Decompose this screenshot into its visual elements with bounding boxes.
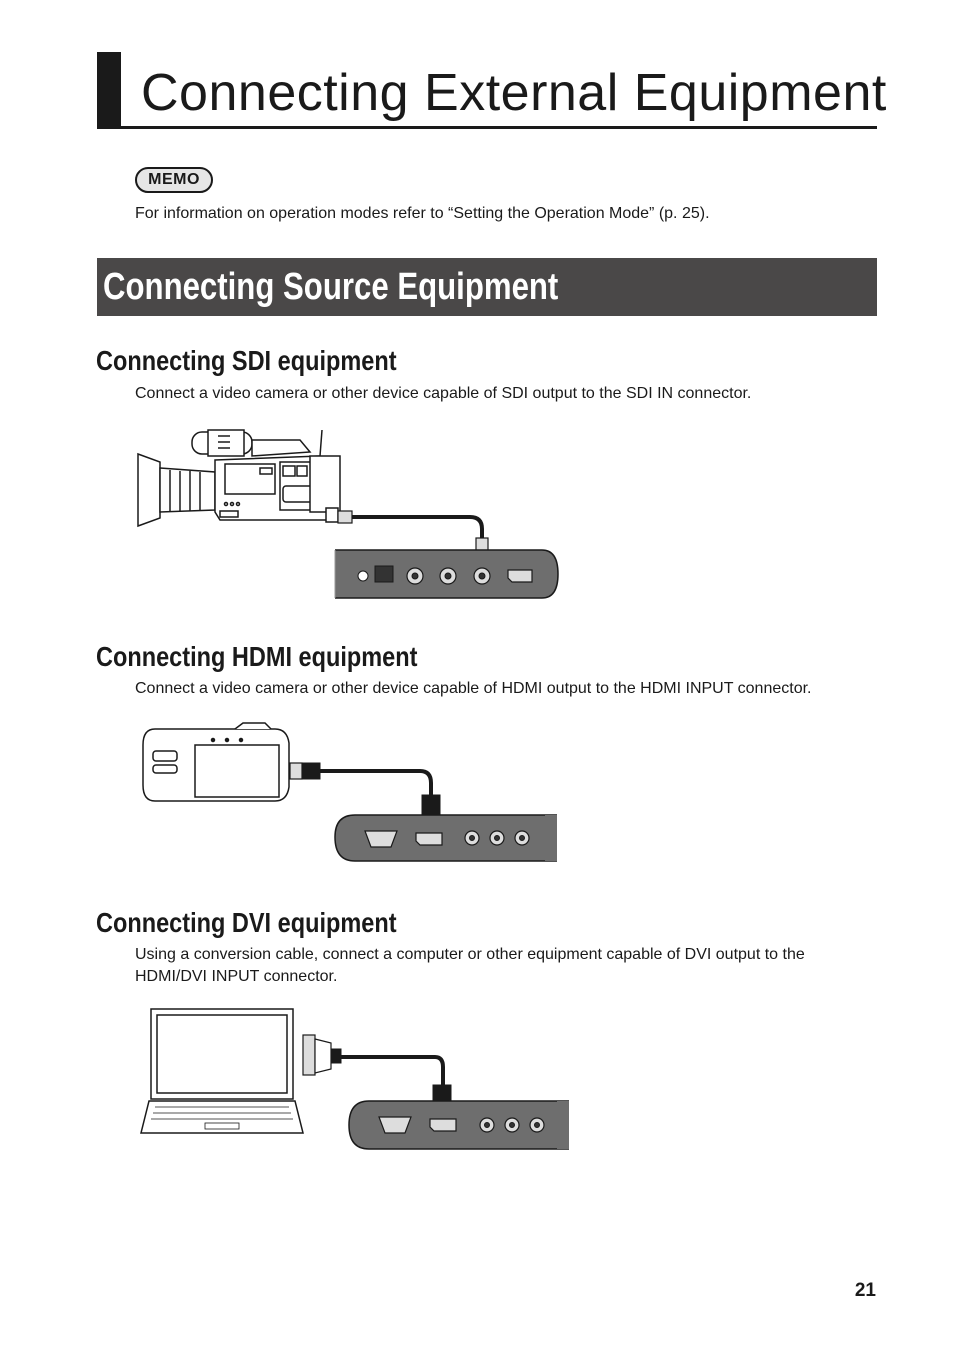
memo-text: For information on operation modes refer to “Setting the Operation Mode” (p. 25). (135, 205, 710, 222)
chapter-title: Connecting External Equipment (141, 64, 887, 122)
chapter-underline (97, 126, 877, 129)
dvi-connection-figure (135, 1005, 575, 1160)
hdmi-input-panel (335, 815, 557, 861)
memo-badge: MEMO (135, 167, 213, 193)
dvi-input-panel (349, 1101, 569, 1149)
page-number: 21 (854, 1280, 876, 1301)
sdi-description: Connect a video camera or other device capable of SDI output to the SDI IN connector. (135, 385, 752, 402)
chapter-marker-bar (97, 52, 121, 128)
sdi-connection-figure (130, 420, 570, 610)
pro-video-camera-icon (138, 430, 340, 526)
hdmi-description: Connect a video camera or other device capable of HDMI output to the HDMI INPUT connector. (135, 680, 812, 697)
sdi-input-panel (335, 550, 558, 598)
section-title: Connecting Source Equipment (103, 266, 559, 308)
dvi-description: Using a conversion cable, connect a computer or other equipment capable of DVI output to the HDMI/DVI INPUT connector. (135, 946, 805, 985)
dvi-heading: Connecting DVI equipment (96, 907, 397, 938)
hdmi-heading: Connecting HDMI equipment (96, 641, 418, 672)
hdmi-connection-figure (135, 715, 565, 870)
handheld-camcorder-icon (143, 723, 289, 801)
laptop-computer-icon (141, 1009, 303, 1133)
sdi-heading: Connecting SDI equipment (96, 345, 397, 376)
